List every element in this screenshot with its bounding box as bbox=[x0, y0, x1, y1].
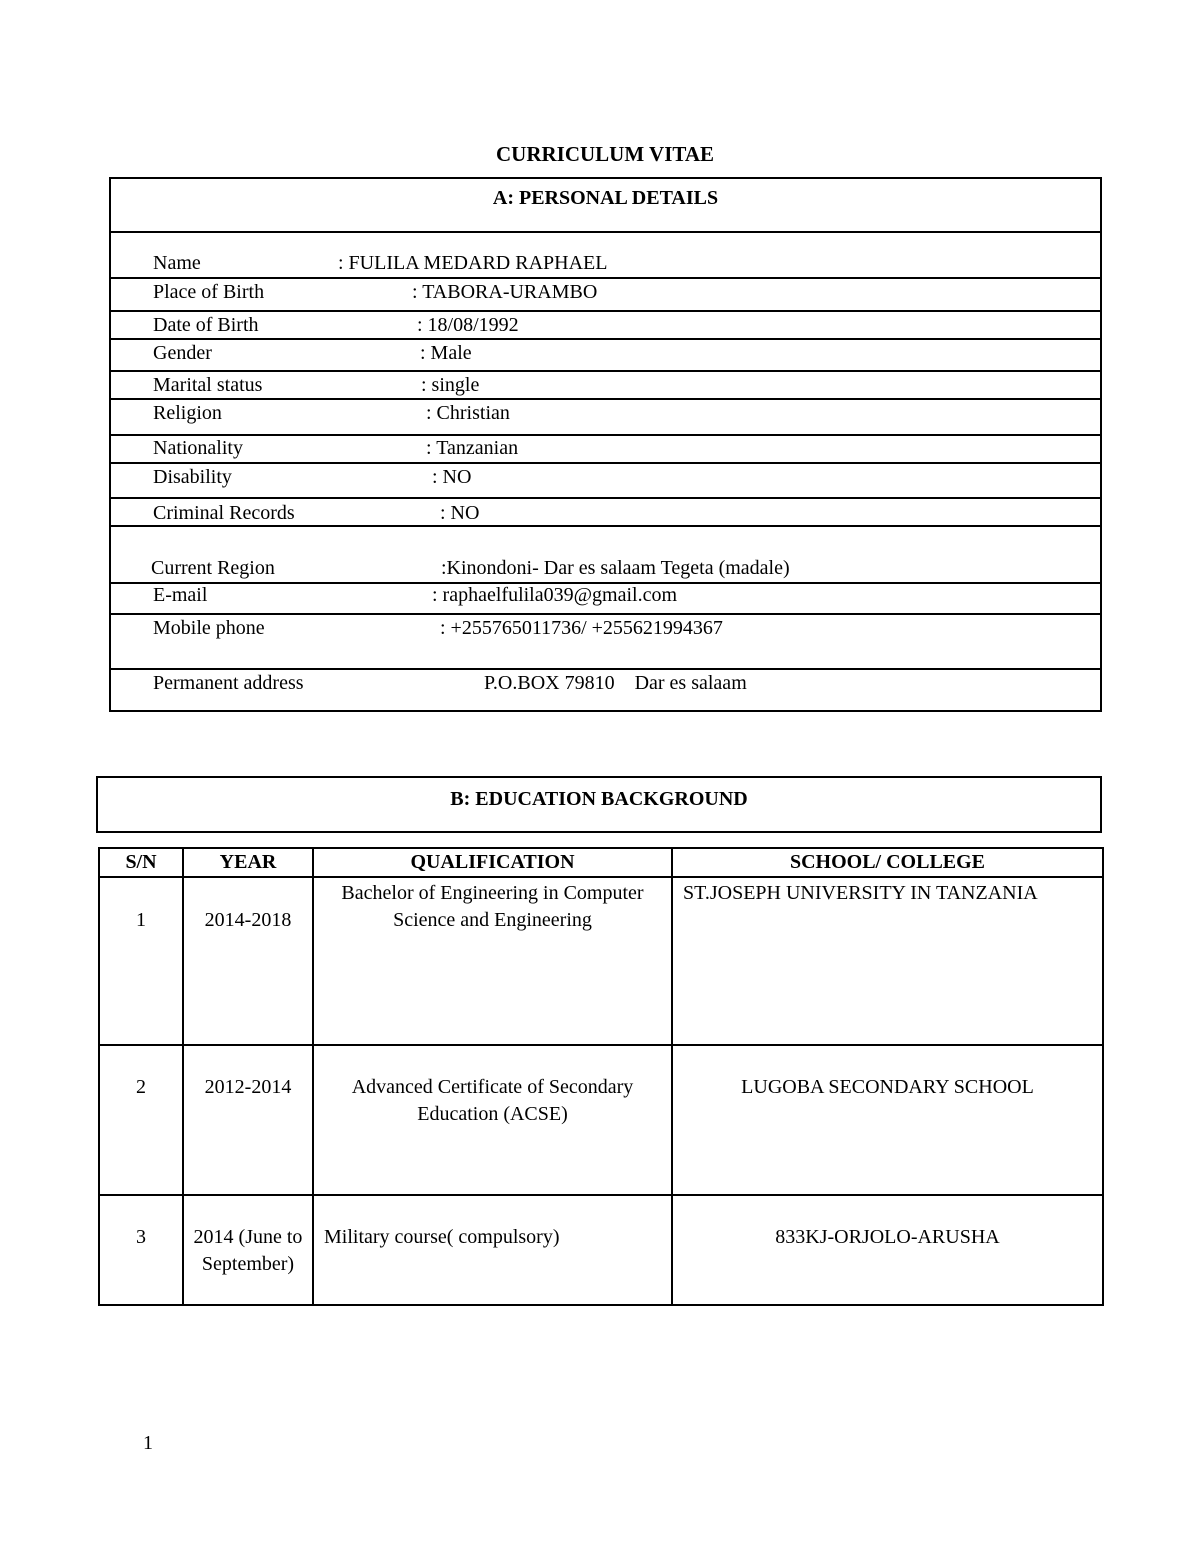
detail-label: Date of Birth bbox=[153, 314, 259, 336]
detail-value: : +255765011736/ +255621994367 bbox=[440, 617, 723, 639]
cell-sn: 1 bbox=[99, 877, 183, 1045]
detail-label: Place of Birth bbox=[153, 281, 265, 303]
table-row bbox=[99, 877, 1103, 1045]
detail-value: : NO bbox=[440, 502, 480, 524]
detail-value: : 18/08/1992 bbox=[417, 314, 519, 336]
cell-year: 2012-2014 bbox=[183, 1045, 313, 1195]
divider bbox=[111, 668, 1100, 670]
table-row bbox=[99, 1195, 1103, 1305]
detail-value: : NO bbox=[432, 466, 472, 488]
divider bbox=[111, 525, 1100, 527]
detail-label: Permanent address bbox=[153, 672, 304, 694]
cell-qualification: Military course( compulsory) bbox=[313, 1195, 672, 1305]
divider bbox=[111, 398, 1100, 400]
detail-label: Mobile phone bbox=[153, 617, 265, 639]
cell-school: ST.JOSEPH UNIVERSITY IN TANZANIA bbox=[672, 877, 1103, 1045]
detail-label: E-mail bbox=[153, 584, 208, 606]
divider bbox=[111, 462, 1100, 464]
personal-details-header: A: PERSONAL DETAILS bbox=[492, 187, 719, 209]
column-header-sn: S/N bbox=[99, 848, 183, 877]
cell-school: LUGOBA SECONDARY SCHOOL bbox=[672, 1045, 1103, 1195]
page-number: 1 bbox=[143, 1432, 153, 1454]
table-header-row bbox=[99, 848, 1103, 877]
cell-year: 2014-2018 bbox=[183, 877, 313, 1045]
detail-label: Nationality bbox=[153, 437, 243, 459]
detail-value: : raphaelfulila039@gmail.com bbox=[432, 584, 678, 606]
divider bbox=[111, 338, 1100, 340]
detail-value: : Christian bbox=[426, 402, 510, 424]
cell-sn: 2 bbox=[99, 1045, 183, 1195]
detail-value: : FULILA MEDARD RAPHAEL bbox=[338, 252, 608, 274]
column-header-qualification: QUALIFICATION bbox=[313, 848, 672, 877]
divider bbox=[111, 231, 1100, 233]
education-table bbox=[98, 847, 1104, 1306]
detail-value: : Tanzanian bbox=[426, 437, 519, 459]
education-header: B: EDUCATION BACKGROUND bbox=[450, 788, 748, 810]
divider bbox=[111, 310, 1100, 312]
detail-value: : single bbox=[421, 374, 480, 396]
detail-value: P.O.BOX 79810 Dar es salaam bbox=[484, 672, 747, 694]
column-header-school: SCHOOL/ COLLEGE bbox=[672, 848, 1103, 877]
divider bbox=[111, 434, 1100, 436]
detail-value: : Male bbox=[420, 342, 472, 364]
divider bbox=[111, 613, 1100, 615]
detail-label: Criminal Records bbox=[153, 502, 295, 524]
cell-sn: 3 bbox=[99, 1195, 183, 1305]
divider bbox=[111, 497, 1100, 499]
cell-qualification: Bachelor of Engineering in Computer Science and Engineering bbox=[313, 877, 672, 1045]
table-row bbox=[99, 1045, 1103, 1195]
column-header-year: YEAR bbox=[183, 848, 313, 877]
divider bbox=[111, 277, 1100, 279]
divider bbox=[111, 370, 1100, 372]
detail-label: Religion bbox=[153, 402, 222, 424]
cell-year: 2014 (June to September) bbox=[183, 1195, 313, 1305]
cell-qualification: Advanced Certificate of Secondary Education (ACSE) bbox=[313, 1045, 672, 1195]
detail-label: Marital status bbox=[153, 374, 263, 396]
detail-value: :Kinondoni- Dar es salaam Tegeta (madale) bbox=[441, 557, 790, 579]
document-title: CURRICULUM VITAE bbox=[496, 142, 714, 166]
detail-label: Gender bbox=[153, 342, 212, 364]
detail-value: : TABORA-URAMBO bbox=[412, 281, 598, 303]
detail-label: Current Region bbox=[151, 557, 275, 579]
detail-label: Name bbox=[153, 252, 201, 274]
cell-school: 833KJ-ORJOLO-ARUSHA bbox=[672, 1195, 1103, 1305]
detail-label: Disability bbox=[153, 466, 232, 488]
